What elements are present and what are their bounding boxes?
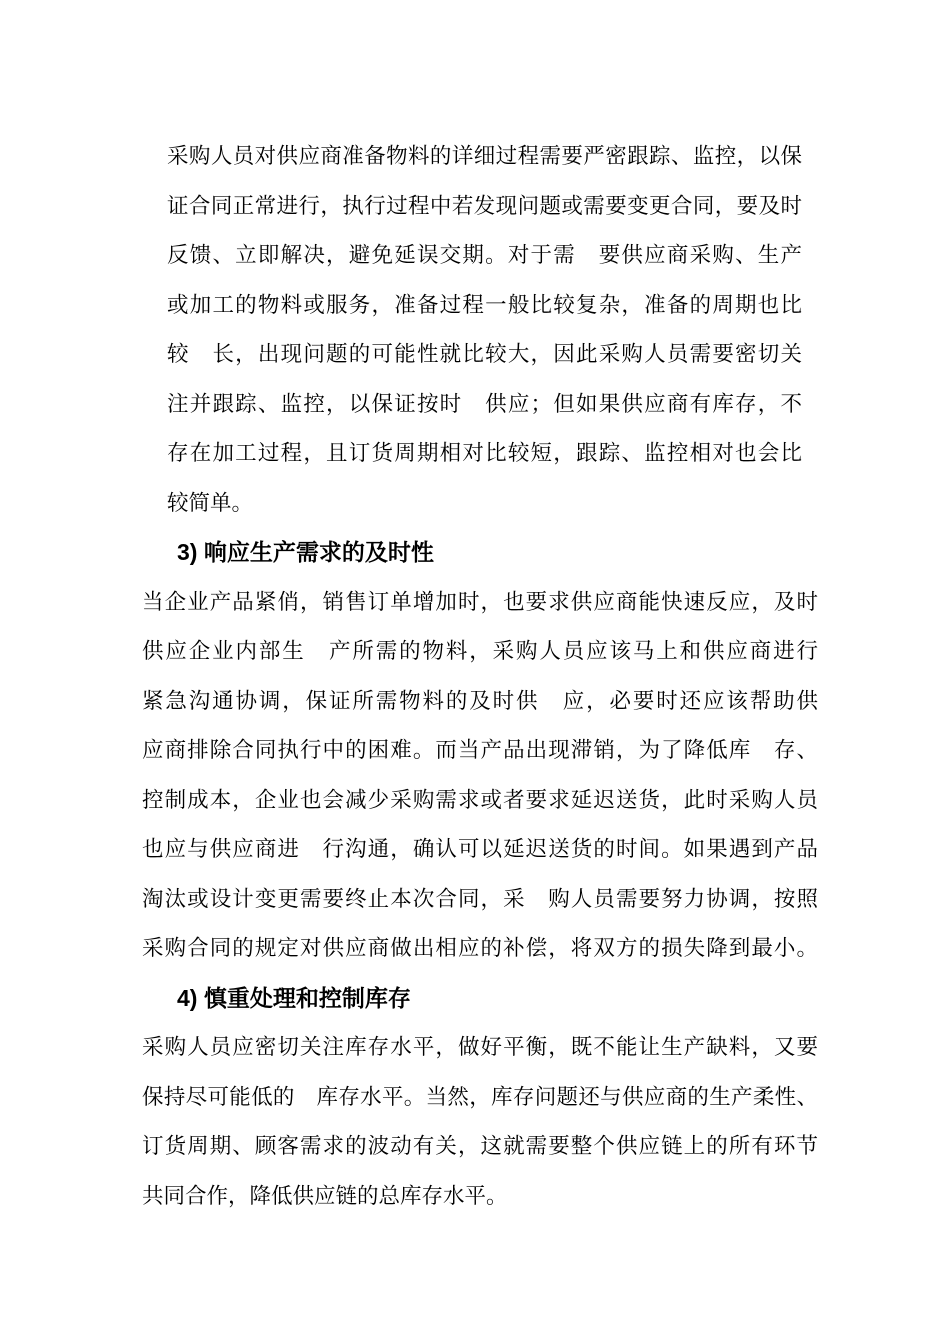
text-line: 也应与供应商进 行沟通，确认可以延迟送货的时间。如果遇到产品	[142, 837, 818, 861]
paragraph-production-response	[142, 578, 818, 974]
paragraph-inventory-control	[142, 1023, 818, 1221]
text-line: 控制成本，企业也会减少采购需求或者要求延迟送货，此时采购人员	[142, 787, 818, 812]
text-line: 采购人员对供应商准备物料的详细过程需要严密跟踪、监控，以保	[167, 144, 802, 168]
paragraph-supplier-tracking	[167, 132, 802, 528]
document-content	[142, 132, 818, 1221]
text-line: 当企业产品紧俏，销售订单增加时，也要求供应商能快速反应，及时	[142, 589, 818, 614]
text-line: 反馈、立即解决，避免延误交期。对于需 要供应商采购、生产	[167, 243, 802, 267]
text-line: 存在加工过程，且订货周期相对比较短，跟踪、监控相对也会比	[167, 441, 802, 465]
text-line: 供应企业内部生 产所需的物料，采购人员应该马上和供应商进行	[142, 639, 818, 663]
text-line: 应商排除合同执行中的困难。而当产品出现滞销，为了降低库 存、	[142, 738, 818, 762]
text-line: 淘汰或设计变更需要终止本次合同，采 购人员需要努力协调，按照	[142, 886, 818, 911]
text-line: 保持尽可能低的 库存水平。当然，库存问题还与供应商的生产柔性、	[142, 1084, 818, 1109]
section-heading-3: 3) 响应生产需求的及时性	[177, 539, 434, 565]
text-line: 采购合同的规定对供应商做出相应的补偿，将双方的损失降到最小。	[142, 936, 818, 960]
text-line: 共同合作，降低供应链的总库存水平。	[142, 1183, 508, 1208]
text-line: 订货周期、顾客需求的波动有关，这就需要整个供应链上的所有环节	[142, 1134, 818, 1158]
text-line: 或加工的物料或服务，准备过程一般比较复杂，准备的周期也比	[167, 292, 802, 317]
text-line: 证合同正常进行，执行过程中若发现问题或需要变更合同，要及时	[167, 193, 802, 218]
section-heading-4: 4) 慎重处理和控制库存	[177, 984, 411, 1011]
text-line: 采购人员应密切关注库存水平，做好平衡，既不能让生产缺料，又要	[142, 1035, 818, 1059]
text-line: 较简单。	[167, 490, 254, 515]
text-line: 较 长，出现问题的可能性就比较大，因此采购人员需要密切关	[167, 342, 802, 366]
text-line: 注并跟踪、监控，以保证按时 供应；但如果供应商有库存，不	[167, 391, 802, 416]
text-line: 紧急沟通协调，保证所需物料的及时供 应，必要时还应该帮助供	[142, 688, 818, 713]
